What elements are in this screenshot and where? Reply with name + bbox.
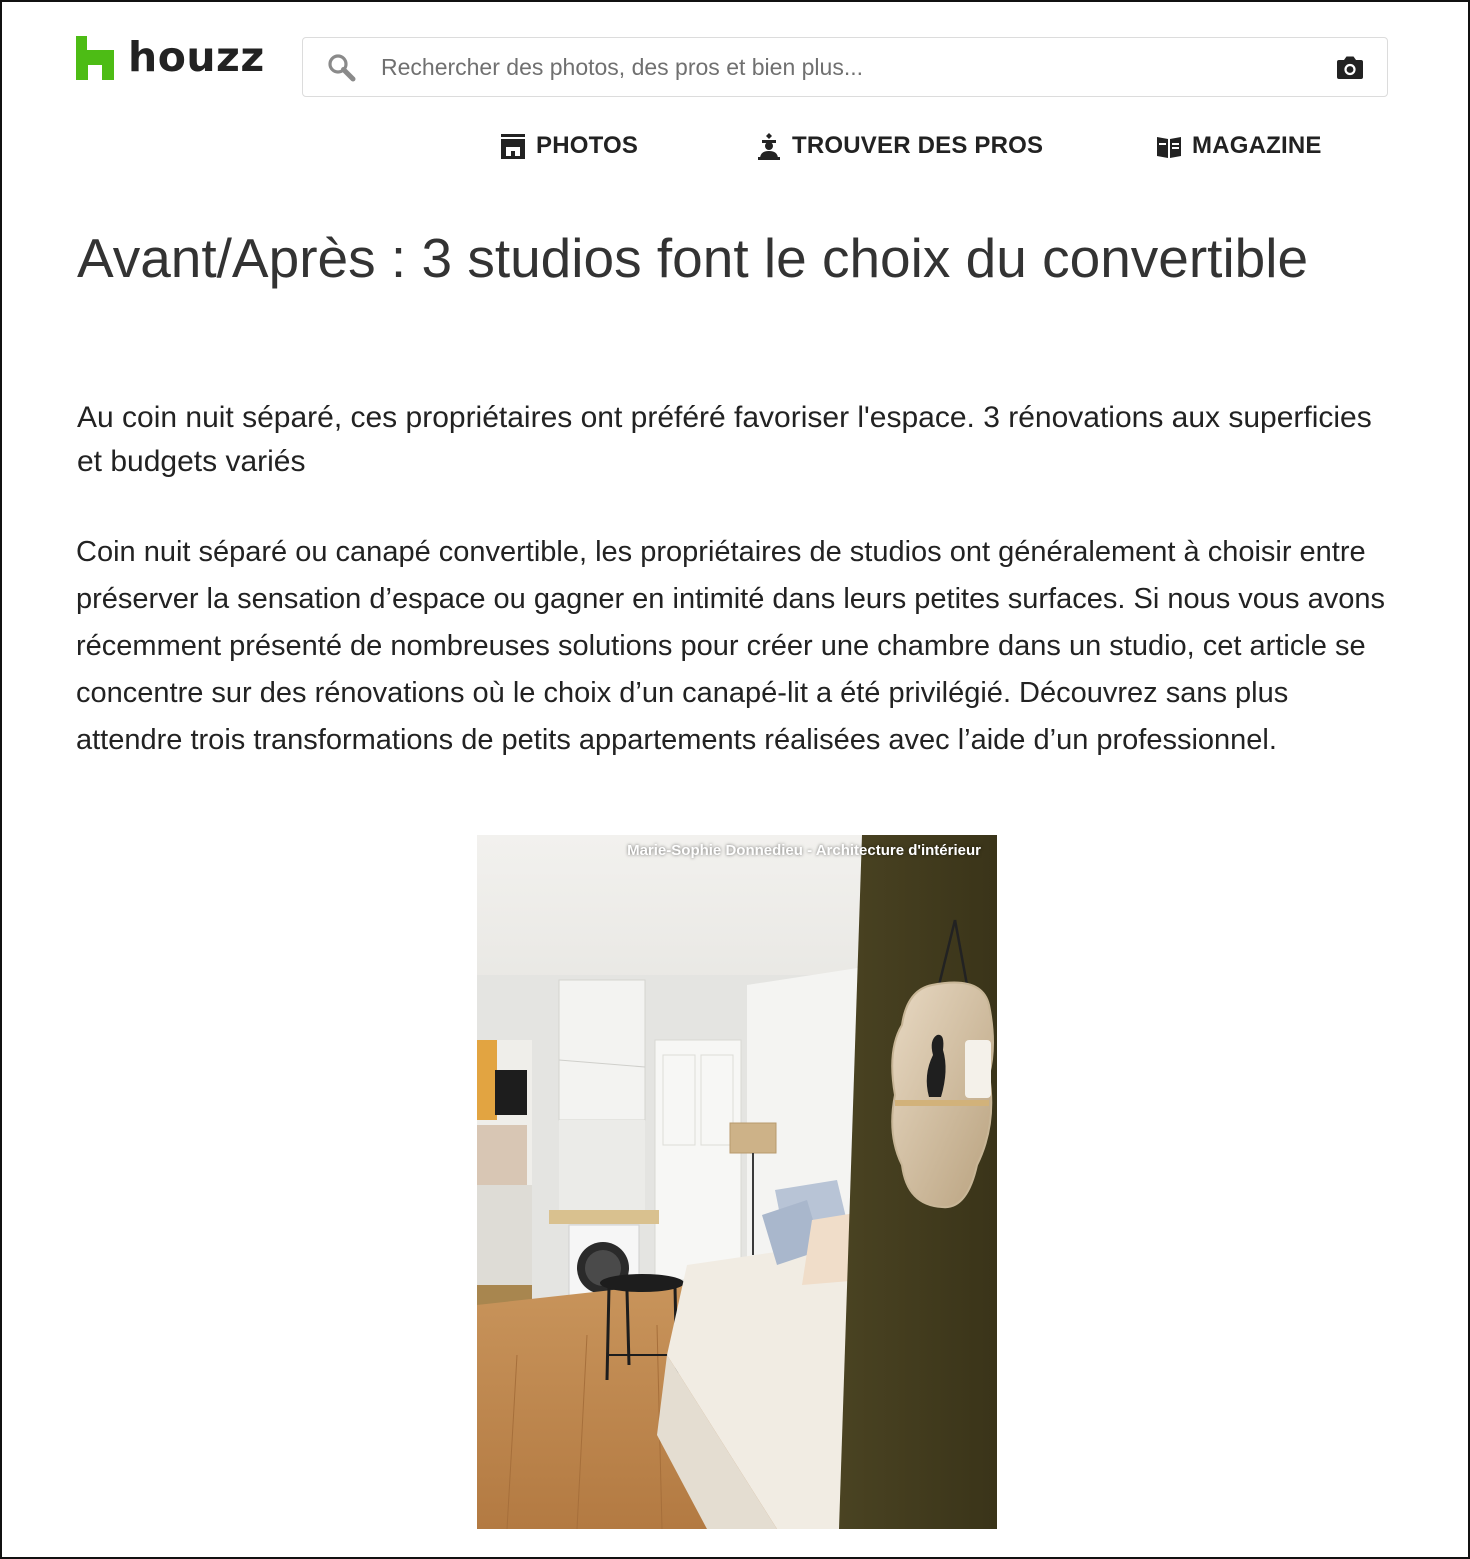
article-subtitle: Au coin nuit séparé, ces propriétaires ont préféré favoriser l'espace. 3 rénovations aux superficies et budgets variés — [77, 401, 1372, 478]
magazine-icon — [1156, 132, 1182, 160]
site-header — [0, 0, 1470, 110]
main-nav — [0, 128, 1470, 164]
article-intro: Coin nuit séparé ou canapé convertible, les propriétaires de studios ont généralement à choisir entre préserver la sensation d’espace ou gagner en intimité dans leurs petites surfaces. Si nous vous avons récemment présenté de nombreuses solutions pour créer une chambre dans un studio, cet article se concentre sur des rénovations où le choix d’un canapé-lit a été privilégié. Découvrez sans plus attendre trois transformations de petits appartements réalisées avec l’aide d’un professionnel. — [76, 536, 1385, 756]
article-photo[interactable] — [477, 835, 997, 1529]
studio-photo-illustration — [477, 835, 997, 1529]
photos-icon — [500, 132, 526, 160]
nav-find-pros-label: TROUVER DES PROS — [792, 132, 1044, 159]
search-input[interactable] — [381, 38, 1321, 96]
nav-magazine[interactable] — [1156, 128, 1322, 164]
houzz-logo[interactable] — [76, 33, 265, 81]
nav-find-pros[interactable] — [756, 128, 1043, 164]
pro-icon — [756, 132, 782, 160]
search-icon — [327, 53, 357, 83]
houzz-logo-icon — [76, 36, 114, 80]
nav-photos-label: PHOTOS — [536, 132, 639, 159]
camera-icon[interactable] — [1335, 55, 1365, 81]
photo-credit: Marie-Sophie Donnedieu - Architecture d'intérieur — [627, 842, 981, 859]
search-bar — [302, 37, 1388, 97]
article-title: Avant/Après : 3 studios font le choix du convertible — [77, 227, 1309, 289]
nav-magazine-label: MAGAZINE — [1192, 132, 1322, 159]
nav-photos[interactable] — [500, 128, 638, 164]
logo-wordmark: houzz — [128, 33, 265, 81]
